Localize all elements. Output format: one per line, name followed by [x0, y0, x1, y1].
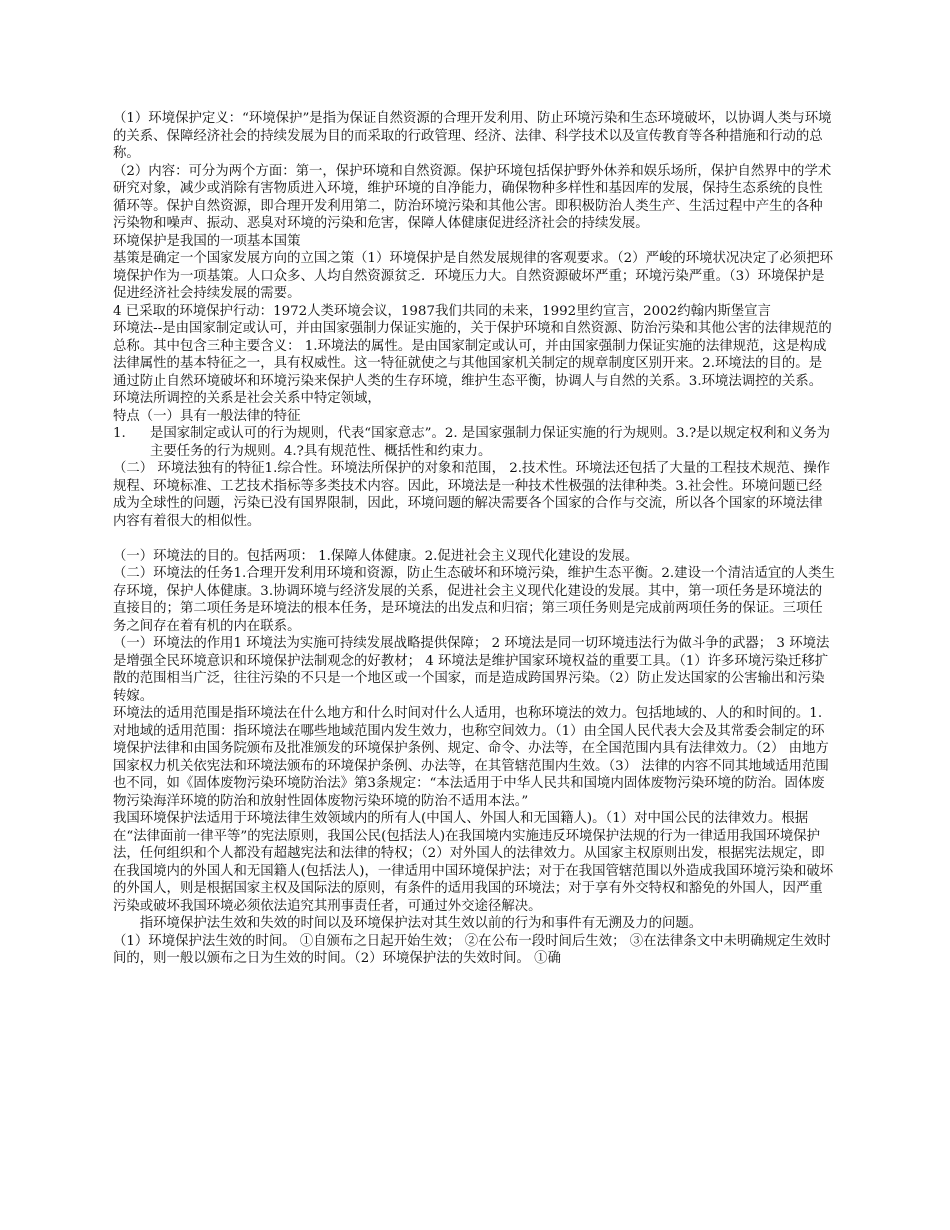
- paragraph-time-effect: 指环境保护法生效和失效的时间以及环境保护法对其生效以前的行为和事件有无溯及力的问题。: [113, 916, 703, 931]
- paragraph-unique-features: （二） 环境法独有的特征1.综合性。环境法所保护的对象和范围， 2.技术性。环境法还包括了大量的工程技术规范、操作规程、环境标准、工艺技术指标等多类技术内容。因此，环境法是一种技术性极强的法律种类。3.社会性。环境问题已经成为全球性的问题，污染已没有国界限制，因此，环境问题的解决需要各个国家的合作与交流，所以各个国家的环境法律内容有着很大的相似性。: [113, 461, 830, 529]
- paragraph-content: （2）内容：可分为两个方面：第一，保护环境和自然资源。保护环境包括保护野外休养和娱乐场所，保护自然界中的学术研究对象，减少或消除有害物质进入环境，维护环境的自净能力，确保物种多样性和基因库的发展，保持生态系统的良性循环等。保护自然资源，即合理开发利用第二，防治环境污染和其他公害。即积极防治人类生产、生活过程中产生的各种污染物和噪声、振动、恶臭对环境的污染和危害，保障人体健康促进经济社会的持续发展。: [113, 163, 832, 231]
- paragraph-effective-time: （1）环境保护法生效的时间。 ①自颁布之日起开始生效； ②在公布一段时间后生效； ③在法律条文中未明确规定生效时间的，则一般以颁布之日为生效的时间。（2）环境保护法的失效时间。 ①确: [113, 933, 831, 966]
- document-page: [113, 110, 835, 968]
- paragraph-actions: 4 已采取的环境保护行动：1972人类环境会议，1987我们共同的未来，1992里约宣言，2002约翰内斯堡宣言: [113, 303, 771, 319]
- numbered-item-number: 1.: [113, 426, 126, 441]
- paragraph-purpose: （一）环境法的目的。包括两项： 1.保障人体健康。2.促进社会主义现代化建设的发展。: [113, 548, 639, 564]
- paragraph-scope: 环境法的适用范围是指环境法在什么地方和什么时间对什么人适用，也称环境法的效力。包括地域的、人的和时间的。1.对地域的适用范围：指环境法在哪些地域范围内发生效力，也称空间效力。（1）由全国人民代表大会及其常委会制定的环境保护法律和由国务院颁布及批准颁发的环境保护条例、规定、命令、办法等，在全国范围内具有法律效力。（2） 由地方国家权力机关依宪法和环境法颁布的环境保护条例、办法等，在其管辖范围内生效。（3） 法律的内容不同其地域适用范围也不同，如《固体废物污染环境防治法》第3条规定：“本法适用于中华人民共和国境内固体废物污染环境的防治。固体废物污染海洋环境的防治和放射性固体废物污染环境的防治不适用本法。”: [113, 706, 829, 809]
- paragraph-roles: （一）环境法的作用1 环境法为实施可持续发展战略提供保障； 2 环境法是同一切环境违法行为做斗争的武器； 3 环境法是增强全民环境意识和环境保护法制观念的好教材； 4 环境法是维护国家环境权益的重要工具。（1）许多环境污染迁移扩散的范围相当广泛，往往污染的不只是一个地区或一个国家，而是造成跨国界污染。（2）防止发达国家的公害输出和污染转嫁。: [113, 636, 830, 704]
- blank-line: [113, 530, 835, 548]
- paragraph-basic-policy: 基策是确定一个国家发展方向的立国之策（1）环境保护是自然发展规律的客观要求。（2）严峻的环境状况决定了必须把环境保护作为一项基策。人口众多、人均自然资源贫乏．环境压力大。自然资源破坏严重；环境污染严重。（3）环境保护是促进经济社会持续发展的需要。: [113, 251, 834, 301]
- paragraph-environmental-law: 环境法--是由国家制定或认可，并由国家强制力保证实施的，关于保护环境和自然资源、防治污染和其他公害的法律规范的总称。其中包含三种主要含义： 1.环境法的属性。是由国家制定或认可，并由国家强制力保证实施的法律规范，这是构成法律属性的基本特征之一，具有权威性。这一特征就使之与其他国家机关制定的规章制度区别开来。2.环境法的目的。是通过防止自然环境破坏和环境污染来保护人类的生存环境，维护生态平衡，协调人与自然的关系。3.环境法调控的关系。环境法所调控的关系是社会关系中特定领域，: [113, 321, 832, 406]
- paragraph-definition: （1）环境保护定义：“环境保护”是指为保证自然资源的合理开发利用、防止环境污染和生态环境破坏，以协调人类与环境的关系、保障经济社会的持续发展为目的而采取的行政管理、经济、法律、科学技术以及宣传教育等各种措施和行动的总称。: [113, 111, 832, 161]
- paragraph-heading-basic-policy: 环境保护是我国的一项基本国策: [113, 233, 301, 249]
- paragraph-features-heading: 特点（一）具有一般法律的特征: [113, 408, 301, 424]
- numbered-item: [113, 425, 835, 460]
- numbered-item-text: 是国家制定或认可的行为规则，代表“国家意志”。2. 是国家强制力保证实施的行为规则。3.?是以规定权利和义务为主要任务的行为规则。4.?具有规范性、概括性和约束力。: [150, 426, 831, 459]
- paragraph-persons: 我国环境保护法适用于环境法律生效领域内的所有人(中国人、外国人和无国籍人)。（1）对中国公民的法律效力。根据在“法律面前一律平等”的宪法原则，我国公民(包括法人)在我国境内实施违反环境保护法规的行为一律适用我国环境保护法，任何组织和个人都没有超越宪法和法律的特权；（2）对外国人的法律效力。从国家主权原则出发，根据宪法规定，即在我国境内的外国人和无国籍人(包括法人)，一律适用中国环境保护法；对于在我国管辖范围以外造成我国环境污染和破坏的外国人，则是根据国家主权及国际法的原则，有条件的适用我国的环境法；对于享有外交特权和豁免的外国人，因严重污染或破坏我国环境必须依法追究其刑事责任者，可通过外交途径解决。: [113, 811, 834, 914]
- paragraph-tasks: （二）环境法的任务1.合理开发利用环境和资源，防止生态破坏和环境污染，维护生态平衡。2.建设一个清洁适宜的人类生存环境，保护人体健康。3.协调环境与经济发展的关系，促进社会主义现代化建设的发展。其中，第一项任务是环境法的直接目的；第二项任务是环境法的根本任务，是环境法的出发点和归宿；第三项任务则是完成前两项任务的保证。三项任务之间存在着有机的内在联系。: [113, 566, 835, 634]
